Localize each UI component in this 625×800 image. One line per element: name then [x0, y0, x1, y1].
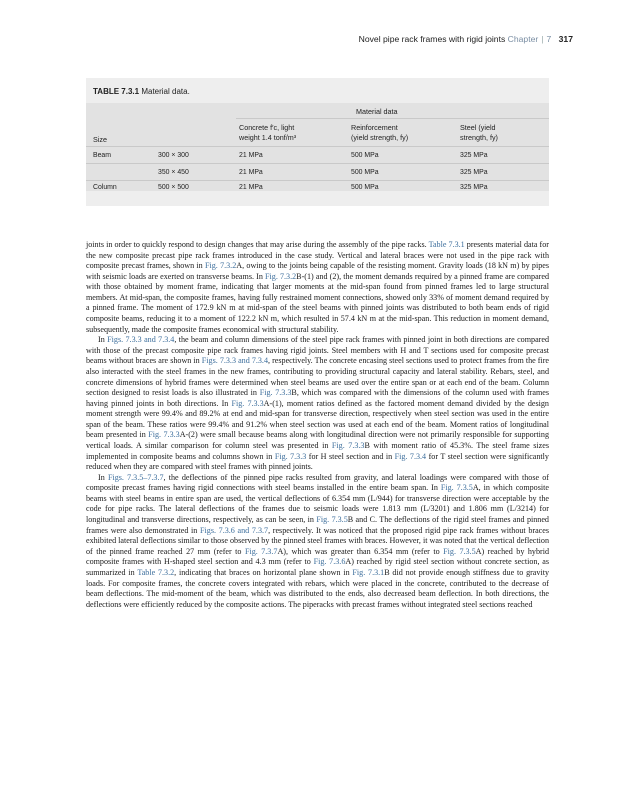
paragraph-text: In	[98, 472, 108, 482]
cross-reference-link[interactable]: Fig. 7.3.7	[244, 546, 278, 556]
paragraph-text: A), which was greater than 6.354 mm (refer to	[277, 546, 444, 556]
row1-rebar: 500 MPa	[351, 152, 379, 159]
running-title: Novel pipe rack frames with rigid joints	[358, 34, 506, 44]
paragraph-3	[86, 473, 549, 611]
cross-reference-link[interactable]: Fig. 7.3.5	[316, 515, 348, 525]
row3-steel: 325 MPa	[460, 184, 488, 191]
paragraph-text: B and C. The deflections of the rigid steel frames and pinned frames were also demonstrated in	[86, 515, 549, 535]
cross-reference-link[interactable]: Figs. 7.3.3 and 7.3.4	[107, 335, 175, 345]
cross-reference-link[interactable]: Fig. 7.3.6	[313, 557, 346, 567]
cross-reference-link[interactable]: Fig. 7.3.5	[443, 546, 476, 556]
paragraph-text: A-(2) were small because beams along with longitudinal direction were not primarily responsible for supporting vertical loads. A similar comparison for column steel was presented in	[86, 430, 549, 450]
row2-rebar: 500 MPa	[351, 169, 379, 176]
paragraph-text: A-(1), moment ratios defined as the factored moment demand divided by the design moment strength were 99.4% and 89.2% at end and mid-span for transverse direction, respectively when steel section was used in the entire span of the beam. These ratios were 99.4% and 91.2% when steel section was used at each end of the beam. Moment ratios of longitudinal beam presented in	[86, 398, 549, 440]
row2-concrete: 21 MPa	[239, 169, 263, 176]
paragraph-text: , the deflections of the pinned pipe racks resulted from gravity, and lateral loadings were compared with those of composite precast frames having rigid connections with steel beams installed in the entire beam span. In	[86, 472, 549, 493]
cross-reference-link[interactable]: Fig. 7.3.1	[352, 567, 385, 577]
col-steel-header-1: Steel (yield	[460, 123, 496, 132]
row2-steel: 325 MPa	[460, 169, 488, 176]
paragraph-text: A, owing to the joints being capable of the resisting moment. Gravity loads (18 kN m) by pipes with seismic loads are exerted on transverse beams. In	[86, 261, 549, 281]
cross-reference-link[interactable]: Fig. 7.3.2	[204, 261, 237, 271]
col-steel-header-2: strength, fy)	[460, 133, 498, 142]
row1-rule	[86, 163, 549, 164]
cross-reference-link[interactable]: Table 7.3.1	[428, 240, 465, 249]
paragraph-text: , the beam and column dimensions of the steel pipe rack frames with pinned joint in both directions are compared with those of the precast composite pipe rack frames having rigid joints. Steel members with H and T sections used for composite precast beams without braces are shown in	[86, 335, 550, 366]
group-header-rule	[236, 118, 549, 119]
paragraph-text: B did not provide enough stiffness due to gravity loads. For composite frames, the concrete covers integrated with rebars, which were placed in the concrete, contributed to the decrease of beam deflections. The mid-moment of the beam, which was distributed to the ends, also decreased beam deflection. In both directions, the deflections were efficiently reduced by the composite actions. The piperacks with precast frames without integrated steel sections reached	[86, 567, 549, 609]
paragraph-text: , indicating that braces on horizontal plane shown in	[174, 567, 353, 577]
cross-reference-link[interactable]: Figs. 7.3.6 and 7.3.7	[200, 525, 269, 535]
cross-reference-link[interactable]: Figs. 7.3.3 and 7.3.4	[201, 356, 269, 366]
cross-reference-link[interactable]: Fig. 7.3.3	[274, 451, 307, 461]
cross-reference-link[interactable]: Fig. 7.3.2	[265, 271, 297, 281]
cross-reference-link[interactable]: Fig. 7.3.3	[259, 388, 292, 398]
paragraph-text: A) reached by rigid steel section without concrete section, as summarized in	[86, 557, 549, 577]
page-number: 317	[558, 34, 573, 44]
paragraph-text: B, which was compared with the dimensions of the column used with frames having pinned joints in both directions. In	[86, 388, 549, 408]
row1-steel: 325 MPa	[460, 152, 488, 159]
table-title: Material data.	[141, 87, 190, 96]
col-size-header: Size	[93, 135, 107, 144]
paragraph-1	[86, 240, 549, 335]
row1-member: Beam	[93, 152, 112, 159]
row3-rebar: 500 MPa	[351, 184, 379, 191]
paragraph-text: A) reached by hybrid composite frames with H-shaped steel section and 4.3 mm (refer to	[86, 546, 549, 567]
paragraph-text: A, in which composite beams with steel beams in entire span are used, the vertical deflections of 6.354 mm (L/944) for transverse direction were acceptable by the code for pipe racks. The lateral deflections of the frames due to seismic loads were 1.813 mm (L/3201) and 1.806 mm (L/3214) for longitudinal and transverse directions, respectively, as can be seen, in	[86, 483, 549, 525]
row3-concrete: 21 MPa	[239, 184, 263, 191]
row3-member: Column	[93, 184, 117, 191]
chapter-label: Chapter | 7	[507, 34, 552, 44]
material-data-table	[86, 78, 549, 206]
cross-reference-link[interactable]: Fig. 7.3.4	[394, 451, 427, 461]
row2-section: 350 × 450	[158, 169, 189, 176]
running-header	[359, 34, 573, 44]
cross-reference-link[interactable]: Figs. 7.3.5–7.3.7	[107, 472, 164, 482]
paragraph-2	[86, 335, 549, 473]
group-header: Material data	[356, 107, 398, 116]
row1-concrete: 21 MPa	[239, 152, 263, 159]
col-concrete-header-2: weight 1.4 tonf/m³	[239, 133, 297, 142]
table-body	[86, 103, 549, 191]
cross-reference-link[interactable]: Fig. 7.3.3	[231, 398, 264, 408]
paragraph-text: for T steel section were significantly reduced when they are compared with steel frames with pinned joints.	[86, 451, 549, 472]
paragraph-text: B with moment ratio of 45.3%. The steel frame sizes implemented in composite beams and columns shown in	[86, 440, 549, 461]
cross-reference-link[interactable]: Table 7.3.2	[137, 567, 175, 577]
article-body	[86, 240, 549, 610]
paragraph-text: B-(1) and (2), the moment demands required by a pinned frame are compared with those obtained by moment frame, indicating that larger moments at the mid-span found from pinned frames led to large structural members. At mid-span, the composite frames, having fully restrained moment connections, showed only 33% of moment demand required by a pinned frame. The moment of 172.9 kN m at mid-span of the steel beams with pinned joints was distributed to both beam ends of rigid composite beams, reducing it to a moment of 122.2 kN m, which resulted in 57.4 kN m at the mid-span. This reduction in moment demand, subsequently, made the composite frames economical with structural stability.	[86, 271, 549, 334]
col-concrete-header-1: Concrete f′c, light	[239, 123, 295, 132]
cross-reference-link[interactable]: Fig. 7.3.3	[148, 430, 180, 440]
col-rebar-header-2: (yield strength, fy)	[351, 133, 409, 142]
table-label: TABLE 7.3.1	[93, 87, 140, 96]
header-rule	[86, 146, 549, 147]
paragraph-text: joints in order to quickly respond to design changes that may arise during the assembly of the pipe racks.	[86, 240, 429, 249]
cross-reference-link[interactable]: Fig. 7.3.5	[440, 483, 473, 493]
paragraph-text: , respectively. It was noticed that the proposed rigid pipe rack frames without braces exhibited lateral deflections similar to those observed by the pinned steel frames with braces. However, it was noted that the vertical deflection of the pinned frame reached 27 mm (refer to	[86, 525, 549, 556]
cross-reference-link[interactable]: Fig. 7.3.3	[331, 440, 365, 450]
paragraph-text: for H steel section and in	[306, 451, 395, 461]
paragraph-text: In	[98, 335, 108, 345]
col-rebar-header-1: Reinforcement	[351, 123, 398, 132]
row1-section: 300 × 300	[158, 152, 189, 159]
row3-section: 500 × 500	[158, 184, 189, 191]
table-caption	[93, 87, 190, 96]
paragraph-text: , respectively. The concrete encasing steel sections used to protect frames from the fire also interacted with the steel frames in the new frames, contributing to providing structural capacity and lateral stability. Rebars, steel, and concrete dimensions of hybrid frames were determined when steel beams are used over the entire span or at each end of the beam. Column section designed to resist loads is also illustrated in	[86, 356, 550, 398]
row2-rule	[86, 180, 549, 181]
paragraph-text: presents material data for the new composite precast pipe rack frames introduced in the case study. Vertical and lateral braces were not used in the pipe rack with composite precast frames, shown in	[86, 240, 549, 271]
